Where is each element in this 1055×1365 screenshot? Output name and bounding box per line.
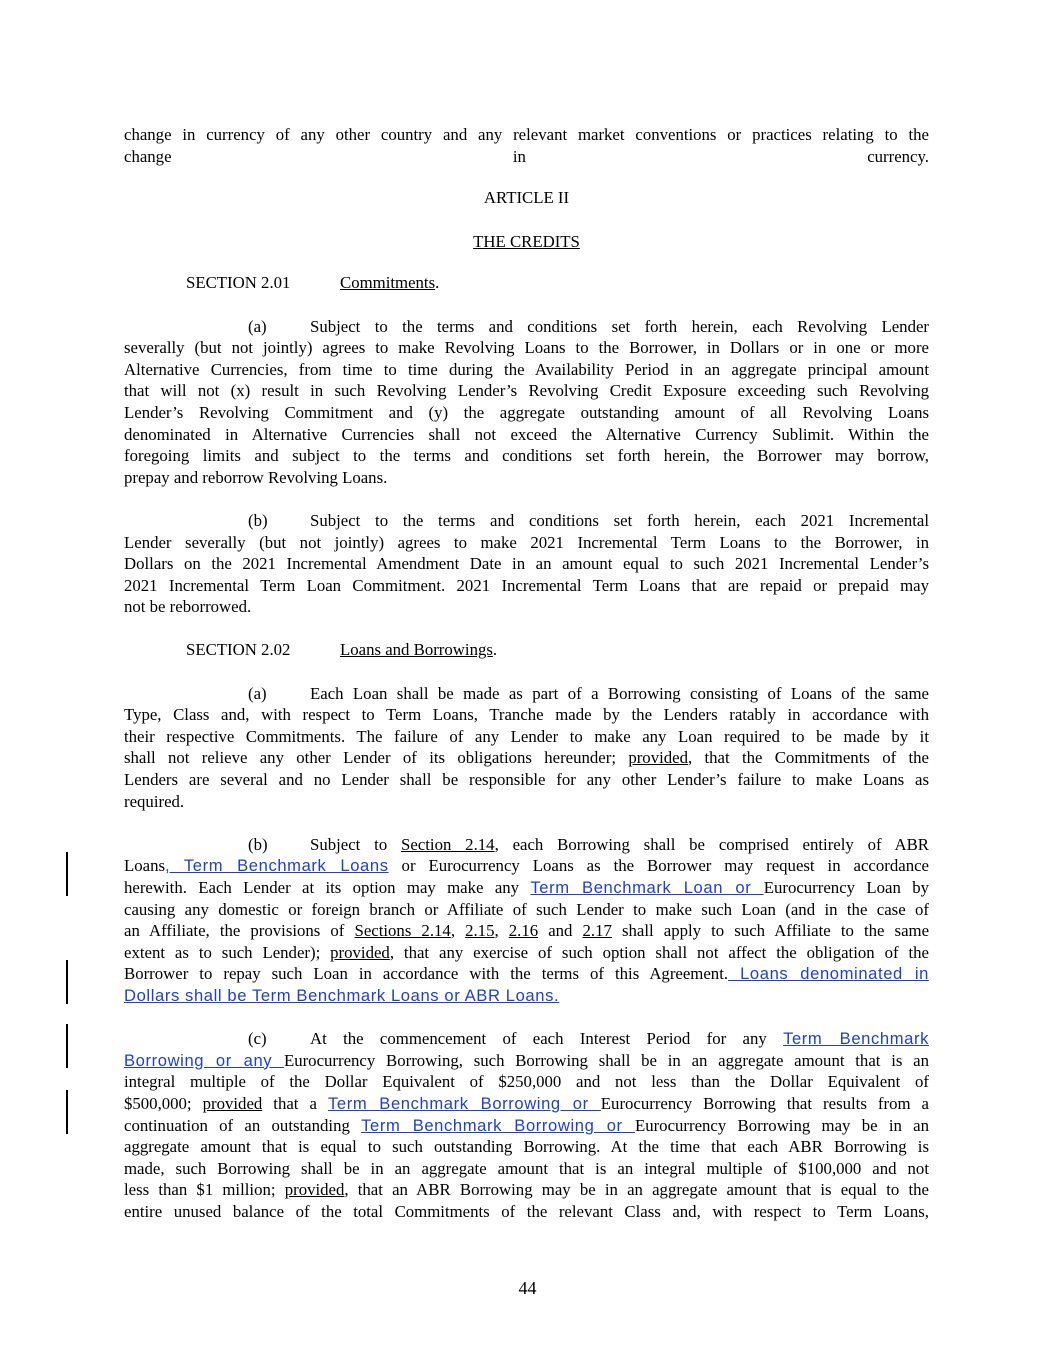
inserted-text: Borrowing or any — [124, 1050, 284, 1070]
section-202-heading: SECTION 2.02 Loans and Borrowings. — [186, 640, 498, 660]
section-201-heading: SECTION 2.01 Commitments. — [186, 273, 440, 293]
page-number: 44 — [518, 1278, 537, 1298]
inserted-text: Term Benchmark Loan or — [530, 878, 764, 897]
section-201-a: (a) Subject to the terms and conditions set forth herein, each Revolving Lender severally (but not jointly) agrees to make Revolving Loans to the Borrower, in Dollars or in one or more Alternative Currencies, from time to time during the Availability Period in an aggregate principal amount that will not (x) result in such Revolving Lender’s Revolving Credit Exposure exceeding such Revolving Lender’s Revolving Commitment and (y) the aggregate outstanding amount of all Revolving Loans denominated in Alternative Currencies shall not exceed the Alternative Currency Sublimit. Within the foregoing limits and subject to the terms and conditions set forth herein, the Borrower may borrow, prepay and reborrow Revolving Loans. — [124, 316, 929, 487]
section-202-c: (c) At the commencement of each Interest Period for any Term Benchmark Borrowing or any Eurocurrency Borrowing, such Borrowing shall be in an aggregate amount that is an integral multiple of the Dollar Equivalent of $250,000 and not less than the Dollar Equivalent of $500,000; provided that a Term Benchmark Borrowing or Eurocurrency Borrowing that results from a continuation of an outstanding Term Benchmark Borrowing or Eurocurrency Borrowing may be in an aggregate amount that is equal to such outstanding Borrowing. At the time that each ABR Borrowing is made, such Borrowing shall be in an aggregate amount that is an integral multiple of $100,000 and not less than $1 million; provided, that an ABR Borrowing may be in an aggregate amount that is equal to the entire unused balance of the total Commitments of the relevant Class and, with respect to Term Loans, — [124, 1029, 929, 1221]
section-201-b: (b) Subject to the terms and conditions set forth herein, each 2021 Incremental Lender severally (but not jointly) agrees to make 2021 Incremental Term Loans to the Borrower, in Dollars on the 2021 Incremental Amendment Date in an amount equal to such 2021 Incremental Lender’s 2021 Incremental Term Loan Commitment. 2021 Incremental Term Loans that are repaid or prepaid may not be reborrowed. — [124, 510, 929, 617]
change-bar — [66, 960, 68, 1004]
change-bar — [66, 852, 68, 896]
article-title: THE CREDITS — [473, 231, 580, 251]
inserted-text: , Term Benchmark Loans — [165, 856, 389, 876]
inserted-text: Term Benchmark Borrowing or — [327, 1093, 601, 1113]
change-bar — [66, 1024, 68, 1068]
carryover-paragraph: change in currency of any other country and any relevant market conventions or practices relating to the change in currency. — [124, 125, 929, 166]
inserted-text: Term Benchmark — [783, 1029, 929, 1049]
inserted-text: Loans denominated in — [728, 964, 929, 984]
change-bar — [66, 1090, 68, 1134]
section-202-a: (a) Each Loan shall be made as part of a Borrowing consisting of Loans of the same Type, Class and, with respect to Term Loans, Tranche made by the Lenders ratably in accordance with their respective Commitments. The failure of any Lender to make any Loan required to be made by it shall not relieve any other Lender of its obligations hereunder; provided, that the Commitments of the Lenders are several and no Lender shall be responsible for any other Lender’s failure to make Loans as required. — [124, 683, 929, 811]
section-202-b: (b) Subject to Section 2.14, each Borrowing shall be comprised entirely of ABR Loans, Term Benchmark Loans or Eurocurrency Loans as the Borrower may request in accordance herewith. Each Lender at its option may make any Term Benchmark Loan or Eurocurrency Loan by causing any domestic or foreign branch or Affiliate of such Lender to make such Loan (and in the case of an Affiliate, the provisions of Sections 2.14, 2.15, 2.16 and 2.17 shall apply to such Affiliate to the same extent as to such Lender); provided, that any exercise of such option shall not affect the obligation of the Borrower to repay such Loan in accordance with the terms of this Agreement. Loans denominated in Dollars shall be Term Benchmark Loans or ABR Loans. — [124, 834, 930, 1005]
document-page — [124, 124, 929, 1223]
article-number: ARTICLE II — [483, 188, 570, 208]
inserted-text: Term Benchmark Borrowing or — [361, 1115, 635, 1135]
inserted-text: Dollars shall be Term Benchmark Loans or ABR Loans. — [124, 985, 560, 1005]
